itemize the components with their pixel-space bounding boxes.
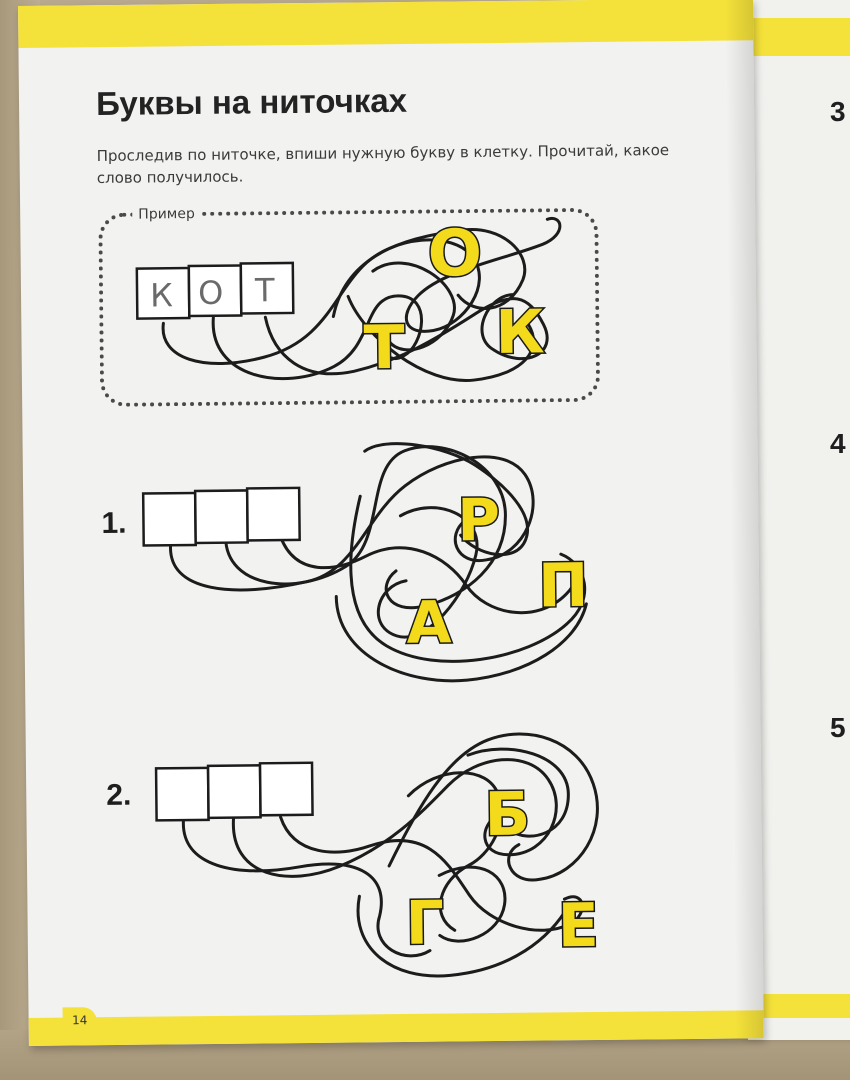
written-letter: О <box>197 273 224 312</box>
answer-cell[interactable] <box>260 763 313 816</box>
answer-cell[interactable] <box>156 768 209 821</box>
task-1-answer-cells[interactable] <box>143 488 300 546</box>
right-page-task-number: 4 <box>830 428 846 459</box>
page-number: 14 <box>63 1007 97 1033</box>
yarn-letter: А <box>406 588 452 657</box>
yarn-letter: П <box>537 550 589 622</box>
yarn-letter: К <box>495 297 545 368</box>
task-1-threads <box>169 442 587 684</box>
right-page-task-number: 3 <box>830 96 846 127</box>
example-label: Пример <box>132 206 201 223</box>
yarn-letter: Б <box>484 779 531 850</box>
task-number: 2. <box>106 778 132 812</box>
written-letter: К <box>149 276 174 315</box>
yarn-letter: Т <box>363 312 405 384</box>
answer-cell[interactable] <box>195 490 248 543</box>
yarn-letter: Р <box>457 485 501 555</box>
answer-cell[interactable] <box>208 765 261 818</box>
task-number: 1. <box>101 506 127 540</box>
right-page-task-number: 5 <box>830 712 846 743</box>
yarn-letter: О <box>427 216 483 292</box>
yarn-letter: Г <box>405 888 445 959</box>
page-title: Буквы на ниточках <box>95 81 408 122</box>
instruction-text: Проследив по ниточке, впиши нужную букву в клетку. Прочитай, какое слово получилось. <box>96 141 670 187</box>
yarn-letter: Е <box>557 890 600 962</box>
written-letter: Т <box>254 271 275 310</box>
answer-cell[interactable] <box>247 488 300 541</box>
answer-cell[interactable] <box>143 493 196 546</box>
task-2-answer-cells[interactable] <box>156 763 313 821</box>
